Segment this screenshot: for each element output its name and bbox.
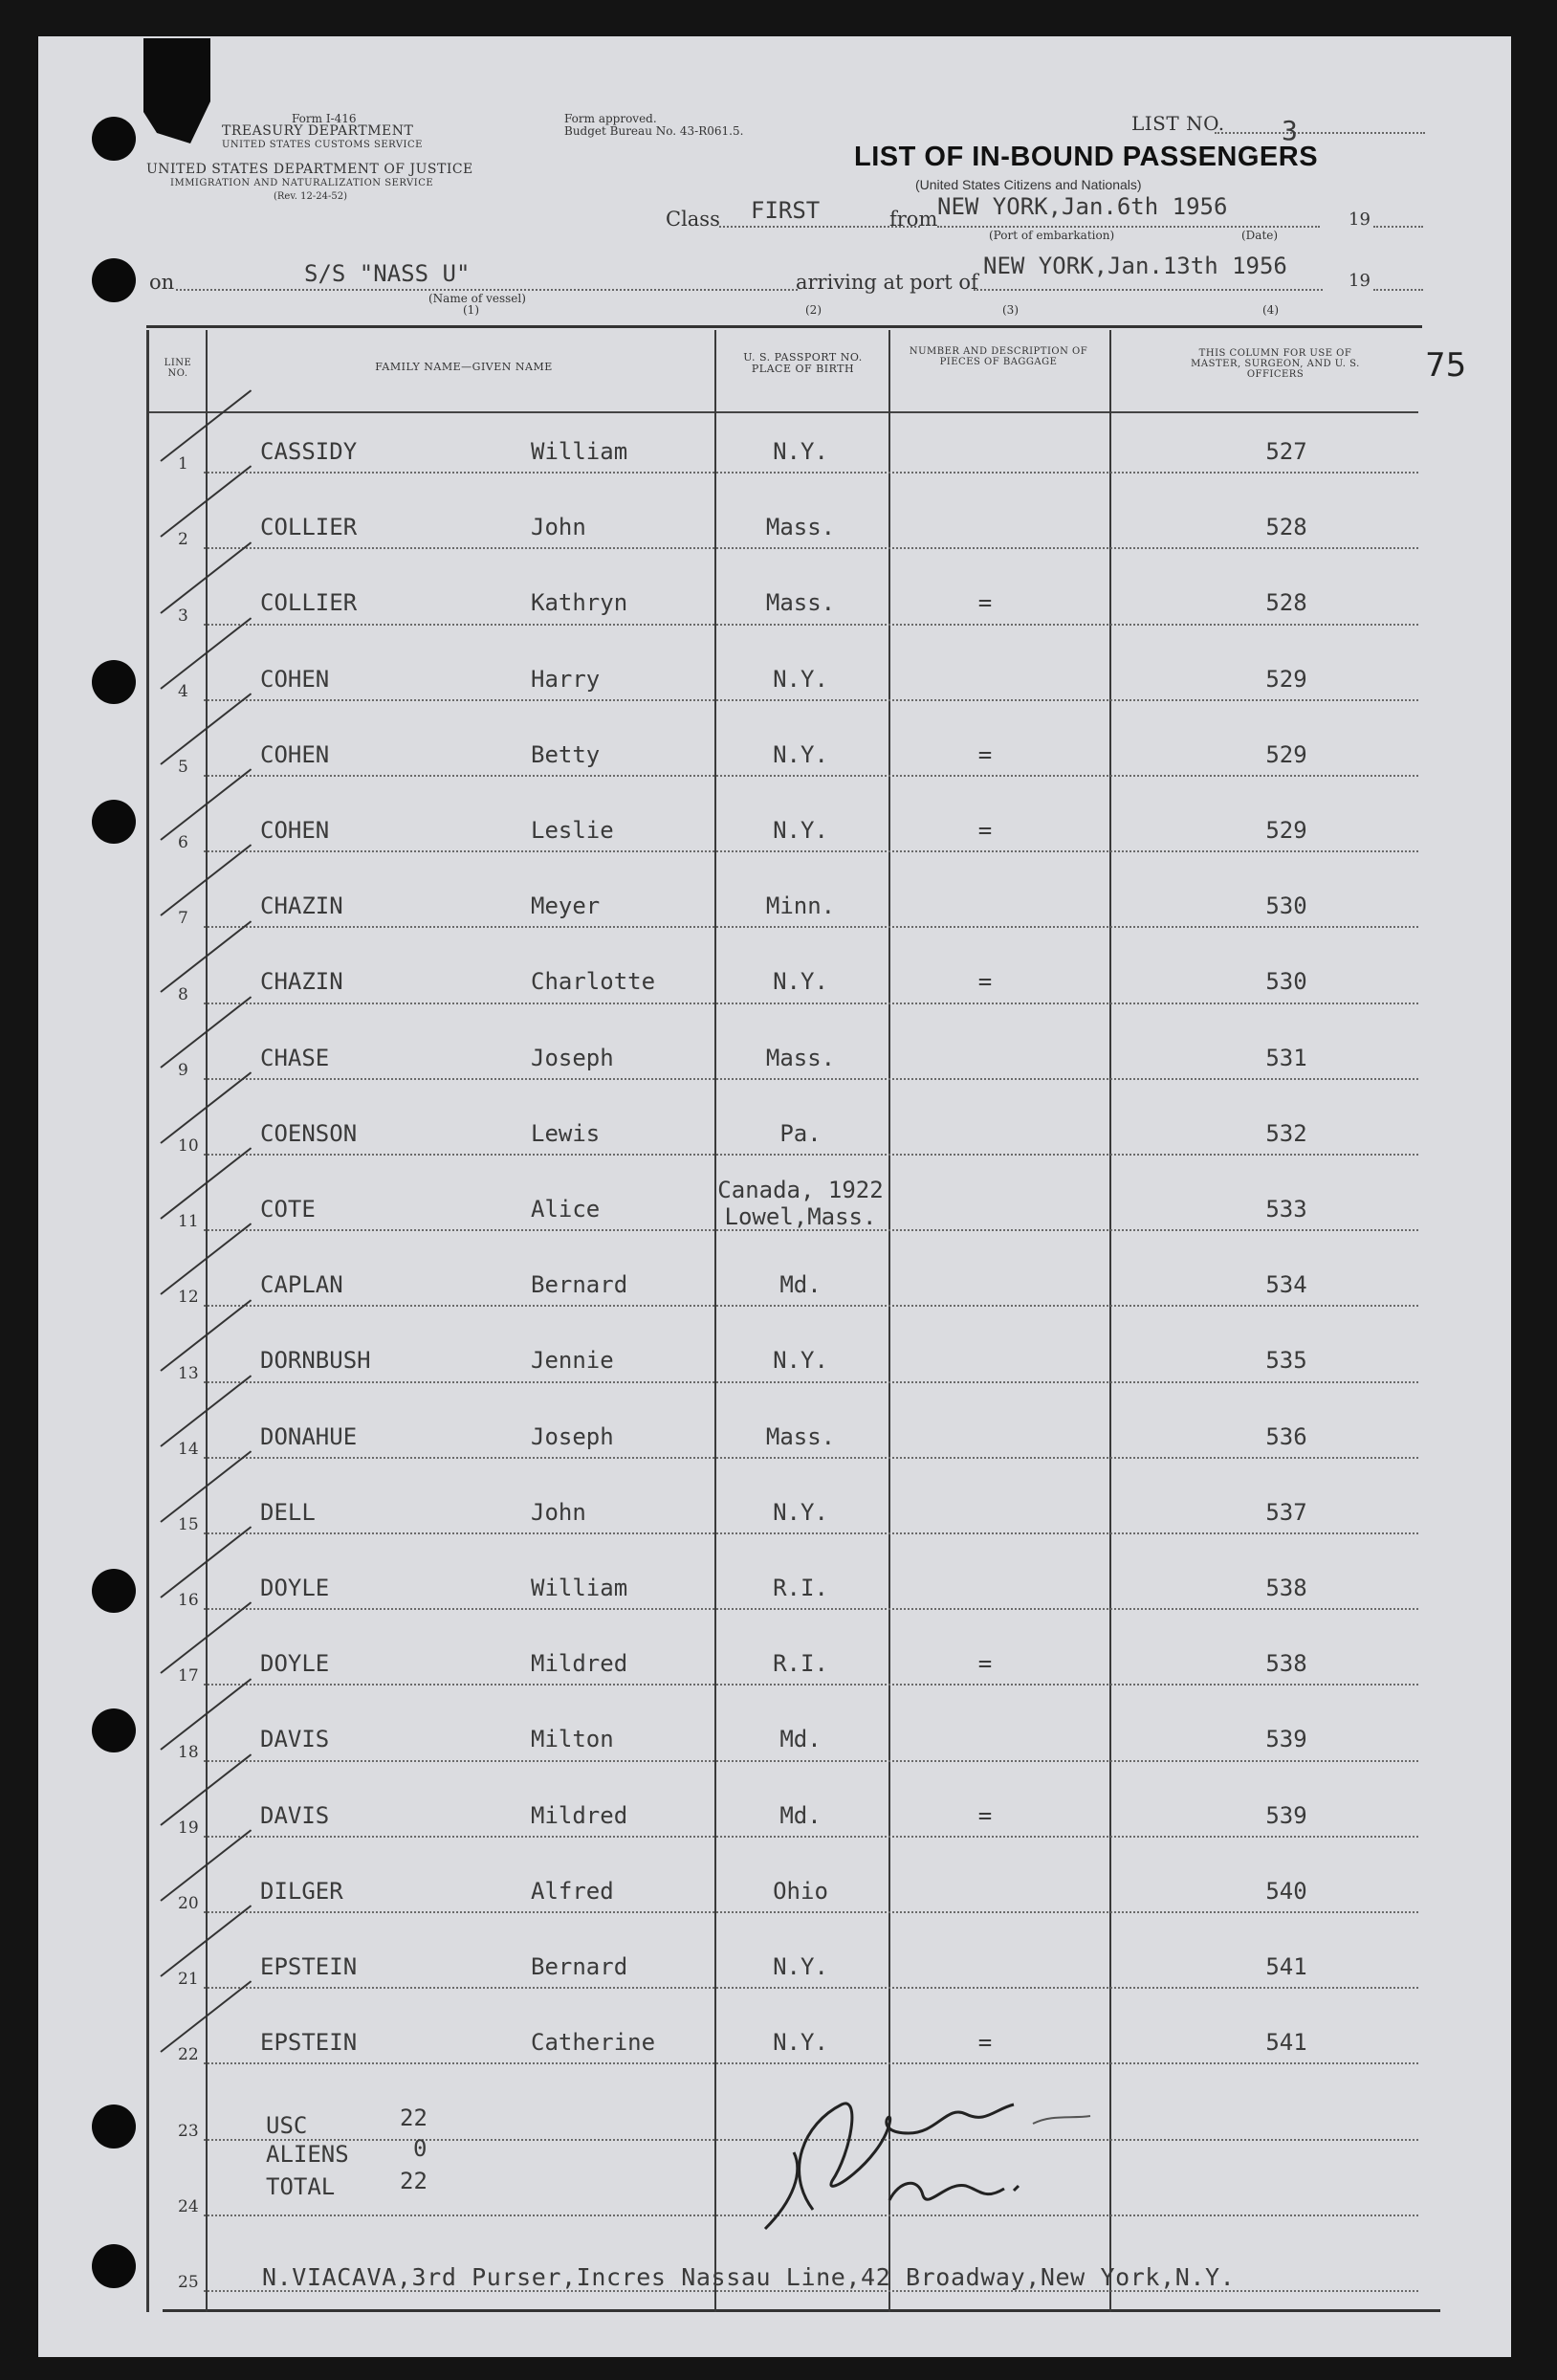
- page-number: 75: [1425, 346, 1467, 385]
- place-of-birth: N.Y.: [773, 1953, 828, 1980]
- officer-number: 530: [1265, 892, 1307, 920]
- family-name: DAVIS: [260, 1726, 330, 1753]
- line-number: 13: [178, 1363, 199, 1383]
- family-name: CAPLAN: [260, 1271, 343, 1299]
- col-header-officers: THIS COLUMN FOR USE OF MASTER, SURGEON, AND U. S. OFFICERS: [1191, 348, 1360, 380]
- purser-line: N.VIACAVA,3rd Purser,Incres Nassau Line,42 Broadway,New York,N.Y.: [262, 2263, 1236, 2291]
- family-name: DELL: [260, 1498, 316, 1526]
- family-name: COHEN: [260, 817, 330, 844]
- officer-number: 530: [1265, 968, 1307, 996]
- justice-dept: UNITED STATES DEPARTMENT OF JUSTICE: [146, 162, 473, 177]
- baggage: =: [977, 589, 993, 617]
- given-name: Bernard: [531, 1953, 628, 1980]
- line-number: 20: [178, 1894, 199, 1913]
- officer-number: 537: [1265, 1498, 1307, 1526]
- on-label: on: [149, 271, 175, 294]
- officer-number: 531: [1265, 1044, 1307, 1071]
- line-number: 15: [178, 1515, 199, 1534]
- given-name: John: [531, 514, 586, 541]
- family-name: DONAHUE: [260, 1422, 358, 1450]
- family-name: DOYLE: [260, 1650, 330, 1678]
- place-of-birth: R.I.: [773, 1575, 828, 1601]
- given-name: Leslie: [531, 817, 614, 844]
- family-name: DAVIS: [260, 1801, 330, 1829]
- place-of-birth: N.Y.: [773, 1347, 828, 1375]
- family-name: DOYLE: [260, 1575, 330, 1601]
- officer-number: 538: [1265, 1575, 1307, 1601]
- line-number: 25: [178, 2273, 199, 2292]
- line-number: 6: [178, 833, 188, 853]
- officer-number: 535: [1265, 1347, 1307, 1375]
- officer-number: 536: [1265, 1422, 1307, 1450]
- line-number: 8: [178, 984, 188, 1004]
- line-number: 24: [178, 2196, 199, 2216]
- punch-hole: [92, 117, 136, 161]
- officer-number: 528: [1265, 514, 1307, 541]
- place-of-birth: N.Y.: [773, 665, 828, 693]
- punch-hole: [92, 1708, 136, 1752]
- officer-number: 541: [1265, 1953, 1307, 1980]
- place-of-birth: Mass.: [765, 589, 836, 617]
- officer-number: 534: [1265, 1271, 1307, 1299]
- baggage: =: [977, 740, 993, 768]
- usc-value: 22: [400, 2105, 428, 2131]
- baggage: =: [977, 817, 993, 844]
- arriving-value: NEW YORK,Jan.13th 1956: [983, 253, 1287, 279]
- col-header-passport: U. S. PASSPORT NO. PLACE OF BIRTH: [743, 351, 863, 376]
- given-name: Joseph: [531, 1044, 614, 1071]
- given-name: Joseph: [531, 1422, 614, 1450]
- line-number: 7: [178, 909, 188, 929]
- place-of-birth: N.Y.: [773, 968, 828, 996]
- punch-hole: [92, 660, 136, 704]
- line-number: 21: [178, 1970, 199, 1990]
- family-name: COLLIER: [260, 514, 358, 541]
- line-number: 17: [178, 1666, 199, 1686]
- place-of-birth-2: Lowel,Mass.: [724, 1203, 877, 1230]
- line-number: 23: [178, 2121, 199, 2141]
- form-revision: (Rev. 12-24-52): [274, 191, 348, 202]
- from-label: from: [889, 208, 938, 231]
- family-name: CASSIDY: [260, 438, 358, 465]
- date-caption: (Date): [1241, 229, 1279, 242]
- aliens-value: 0: [413, 2135, 428, 2162]
- family-name: DILGER: [260, 1877, 343, 1905]
- officer-number: 539: [1265, 1801, 1307, 1829]
- vessel-caption: (Name of vessel): [428, 292, 526, 305]
- place-of-birth: N.Y.: [773, 817, 828, 844]
- line-number: 14: [178, 1439, 199, 1459]
- given-name: Bernard: [531, 1271, 628, 1299]
- given-name: Alfred: [531, 1877, 614, 1905]
- officer-number: 529: [1265, 817, 1307, 844]
- place-of-birth: Md.: [779, 1271, 822, 1299]
- usc-label: USC: [266, 2112, 308, 2139]
- baggage: =: [977, 2029, 993, 2057]
- arriving-label: arriving at port of: [796, 271, 978, 294]
- given-name: John: [531, 1498, 586, 1526]
- budget-bureau: Budget Bureau No. 43-R061.5.: [564, 124, 744, 138]
- family-name: COLLIER: [260, 589, 358, 617]
- place-of-birth: N.Y.: [773, 1498, 828, 1526]
- given-name: Milton: [531, 1726, 614, 1753]
- given-name: Lewis: [531, 1119, 601, 1147]
- total-value: 22: [400, 2168, 428, 2194]
- form-number: Form I-416: [292, 112, 357, 125]
- officer-number: 538: [1265, 1650, 1307, 1678]
- family-name: CHAZIN: [260, 968, 343, 996]
- given-name: Betty: [531, 740, 601, 768]
- place-of-birth: N.Y.: [773, 2029, 828, 2057]
- place-of-birth: Md.: [779, 1801, 822, 1829]
- table-bottom-border: [163, 2309, 1440, 2312]
- punch-hole: [92, 2244, 136, 2288]
- baggage: =: [977, 1650, 993, 1678]
- customs-service: UNITED STATES CUSTOMS SERVICE: [222, 140, 423, 150]
- family-name: EPSTEIN: [260, 2029, 358, 2057]
- officer-number: 529: [1265, 740, 1307, 768]
- family-name: CHASE: [260, 1044, 330, 1071]
- given-name: Alice: [531, 1196, 601, 1223]
- col-header-baggage: NUMBER AND DESCRIPTION OF PIECES OF BAGGAGE: [909, 346, 1088, 367]
- officer-signature: [727, 2066, 1167, 2238]
- year-prefix: 19: [1349, 209, 1371, 230]
- vessel-name: S/S "NASS U": [304, 260, 471, 287]
- col-header-name: FAMILY NAME—GIVEN NAME: [375, 361, 553, 373]
- place-of-birth: N.Y.: [773, 438, 828, 465]
- place-of-birth: Mass.: [765, 1044, 836, 1071]
- total-label: TOTAL: [266, 2173, 336, 2200]
- given-name: Mildred: [531, 1801, 628, 1829]
- officer-number: 528: [1265, 589, 1307, 617]
- table-top-border: [146, 325, 1422, 328]
- line-number: 16: [178, 1591, 199, 1611]
- port-embarkation-caption: (Port of embarkation): [989, 229, 1115, 242]
- given-name: Charlotte: [531, 968, 656, 996]
- line-number: 9: [178, 1060, 188, 1080]
- officer-number: 532: [1265, 1119, 1307, 1147]
- officer-number: 541: [1265, 2029, 1307, 2057]
- line-number: 11: [178, 1212, 199, 1232]
- given-name: Mildred: [531, 1650, 628, 1678]
- place-of-birth: R.I.: [773, 1650, 828, 1678]
- place-of-birth: N.Y.: [773, 740, 828, 768]
- form-approved: Form approved.: [564, 112, 657, 125]
- given-name: William: [531, 1575, 628, 1601]
- family-name: COTE: [260, 1196, 316, 1223]
- document-title: LIST OF IN-BOUND PASSENGERS: [854, 142, 1319, 172]
- baggage: =: [977, 968, 993, 996]
- line-number: 19: [178, 1818, 199, 1838]
- col-caption-3: (3): [1002, 303, 1019, 317]
- col-caption-2: (2): [805, 303, 822, 317]
- given-name: Kathryn: [531, 589, 628, 617]
- officer-number: 529: [1265, 665, 1307, 693]
- document-subtitle: (United States Citizens and Nationals): [915, 177, 1142, 192]
- family-name: COHEN: [260, 665, 330, 693]
- place-of-birth: Ohio: [773, 1877, 828, 1905]
- line-number: 18: [178, 1742, 199, 1762]
- line-number: 3: [178, 606, 188, 626]
- given-name: Catherine: [531, 2029, 656, 2057]
- col-header-line: LINE NO.: [164, 358, 192, 379]
- punch-hole: [92, 2105, 136, 2149]
- officer-number: 533: [1265, 1196, 1307, 1223]
- family-name: CHAZIN: [260, 892, 343, 920]
- family-name: DORNBUSH: [260, 1347, 371, 1375]
- year-prefix-2: 19: [1349, 271, 1371, 291]
- header-bottom-border: [146, 411, 1418, 413]
- given-name: Jennie: [531, 1347, 614, 1375]
- line-number: 2: [178, 530, 188, 550]
- place-of-birth: Mass.: [765, 514, 836, 541]
- list-number: 3: [1282, 115, 1298, 146]
- aliens-label: ALIENS: [266, 2141, 349, 2168]
- place-of-birth: Canada, 1922: [717, 1177, 884, 1203]
- given-name: Harry: [531, 665, 601, 693]
- given-name: Meyer: [531, 892, 601, 920]
- line-number: 5: [178, 758, 188, 777]
- class-value: FIRST: [751, 197, 821, 224]
- place-of-birth: Minn.: [765, 892, 836, 920]
- punch-hole: [92, 800, 136, 844]
- col-caption-4: (4): [1262, 303, 1279, 317]
- col-caption-1: (1): [463, 303, 479, 317]
- line-number: 22: [178, 2045, 199, 2065]
- line-number: 10: [178, 1136, 199, 1156]
- officer-number: 539: [1265, 1726, 1307, 1753]
- from-value: NEW YORK,Jan.6th 1956: [937, 193, 1228, 220]
- place-of-birth: Pa.: [779, 1119, 822, 1147]
- punch-hole: [92, 258, 136, 302]
- given-name: William: [531, 438, 628, 465]
- treasury-dept: TREASURY DEPARTMENT: [222, 123, 414, 139]
- list-label: LIST NO.: [1131, 112, 1225, 135]
- ins-service: IMMIGRATION AND NATURALIZATION SERVICE: [170, 178, 434, 188]
- officer-number: 540: [1265, 1877, 1307, 1905]
- family-name: COENSON: [260, 1119, 358, 1147]
- line-number: 12: [178, 1288, 199, 1308]
- class-label: Class: [666, 208, 720, 231]
- line-number: 1: [178, 454, 188, 474]
- place-of-birth: Mass.: [765, 1422, 836, 1450]
- punch-hole: [92, 1569, 136, 1613]
- officer-number: 527: [1265, 438, 1307, 465]
- baggage: =: [977, 1801, 993, 1829]
- line-number: 4: [178, 681, 188, 701]
- family-name: COHEN: [260, 740, 330, 768]
- family-name: EPSTEIN: [260, 1953, 358, 1980]
- place-of-birth: Md.: [779, 1726, 822, 1753]
